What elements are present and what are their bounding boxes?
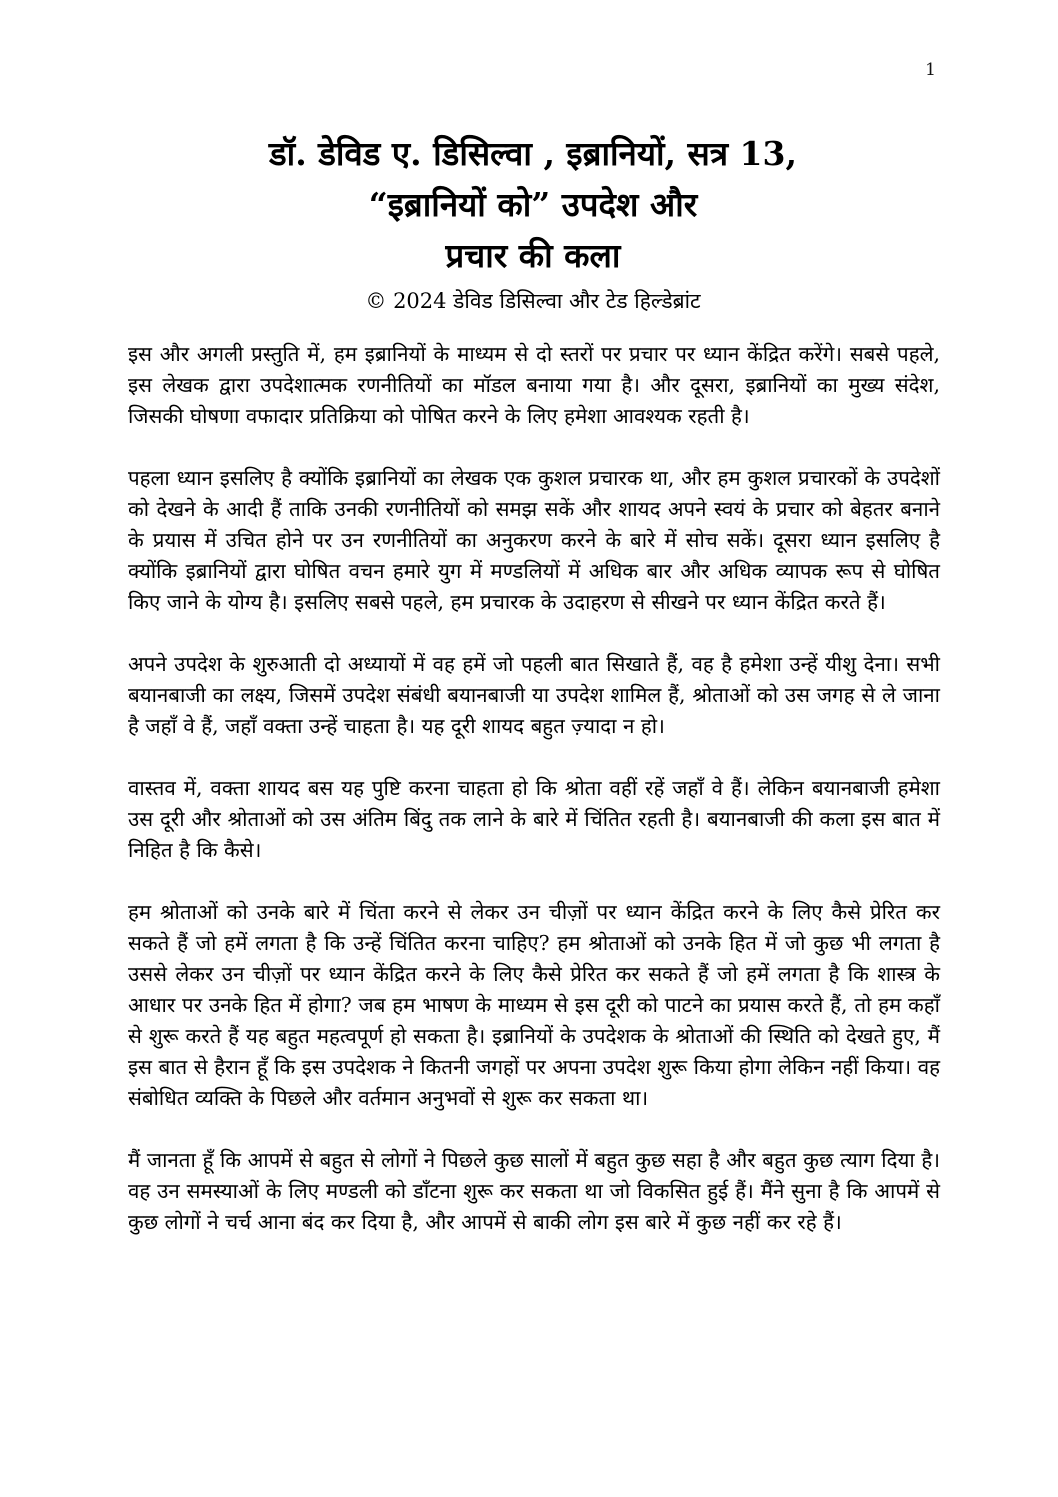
paragraph: पहला ध्यान इसलिए है क्योंकि इब्रानियों का लेखक एक कुशल प्रचारक था, और हम कुशल प्रचारकों के उपदेशों को देखने के आदी हैं ताकि उनकी रणनीतियों को समझ सकें और शायद अपने स्वयं के प्रचार को बेहतर बनाने के प्रयास में उचित होने पर उन रणनीतियों का अनुकरण करने के बारे में सोच सकें। दूसरा ध्यान इसलिए है क्योंकि इब्रानियों द्वारा घोषित वचन हमारे युग में मण्डलियों में अधिक बार और अधिक व्यापक रूप से घोषित किए जाने के योग्य है। इसलिए सबसे पहले, हम प्रचारक के उदाहरण से सीखने पर ध्यान केंद्रित करते हैं। — [128, 465, 940, 614]
paragraph: मैं जानता हूँ कि आपमें से बहुत से लोगों ने पिछले कुछ सालों में बहुत कुछ सहा है और बहुत कुछ त्याग दिया है। वह उन समस्याओं के लिए मण्डली को डाँटना शुरू कर सकता था जो विकसित हुई हैं। मैंने सुना है कि आपमें से कुछ लोगों ने चर्च आना बंद कर दिया है, और आपमें से बाकी लोग इस बारे में कुछ नहीं कर रहे हैं। — [128, 1147, 940, 1234]
paragraph: हम श्रोताओं को उनके बारे में चिंता करने से लेकर उन चीज़ों पर ध्यान केंद्रित करने के लिए कैसे प्रेरित कर सकते हैं जो हमें लगता है कि उन्हें चिंतित करना चाहिए? हम श्रोताओं को उनके हित में जो कुछ भी लगता है उससे लेकर उन चीज़ों पर ध्यान केंद्रित करने के लिए कैसे प्रेरित कर सकते हैं जो हमें लगता है कि शास्त्र के आधार पर उनके हित में होगा? जब हम भाषण के माध्यम से इस दूरी को पाटने का प्रयास करते हैं, तो हम कहाँ से शुरू करते हैं यह बहुत महत्वपूर्ण हो सकता है। इब्रानियों के उपदेशक के श्रोताओं की स्थिति को देखते हुए, मैं इस बात से हैरान हूँ कि इस उपदेशक ने कितनी जगहों पर अपना उपदेश शुरू किया होगा लेकिन नहीं किया। वह संबोधित व्यक्ति के पिछले और वर्तमान अनुभवों से शुरू कर सकता था। — [128, 899, 940, 1110]
title-line-1: डॉ. डेविड ए. डिसिल्वा , इब्रानियों, सत्र 13, — [269, 134, 797, 173]
paragraph: वास्तव में, वक्ता शायद बस यह पुष्टि करना चाहता हो कि श्रोता वहीं रहें जहाँ वे हैं। लेकिन बयानबाजी हमेशा उस दूरी और श्रोताओं को उस अंतिम बिंदु तक लाने के बारे में चिंतित रहती है। बयानबाजी की कला इस बात में निहित है कि कैसे। — [128, 775, 940, 862]
document-body — [128, 339, 940, 1238]
copyright-line: © 2024 डेविड डिसिल्वा और टेड हिल्डेब्रांट — [365, 289, 701, 314]
page-number: 1 — [925, 60, 936, 80]
title-line-3: प्रचार की कला — [445, 236, 621, 276]
paragraph: इस और अगली प्रस्तुति में, हम इब्रानियों के माध्यम से दो स्तरों पर प्रचार पर ध्यान केंद्रित करेंगे। सबसे पहले, इस लेखक द्वारा उपदेशात्मक रणनीतियों का मॉडल बनाया गया है। और दूसरा, इब्रानियों का मुख्य संदेश, जिसकी घोषणा वफादार प्रतिक्रिया को पोषित करने के लिए हमेशा आवश्यक रहती है। — [128, 341, 940, 428]
paragraph: अपने उपदेश के शुरुआती दो अध्यायों में वह हमें जो पहली बात सिखाते हैं, वह है हमेशा उन्हें यीशु देना। सभी बयानबाजी का लक्ष्य, जिसमें उपदेश संबंधी बयानबाजी या उपदेश शामिल हैं, श्रोताओं को उस जगह से ले जाना है जहाँ वे हैं, जहाँ वक्ता उन्हें चाहता है। यह दूरी शायद बहुत ज़्यादा न हो। — [128, 651, 940, 738]
title-line-2: “इब्रानियों को” उपदेश और — [368, 185, 698, 225]
document-title — [128, 128, 938, 281]
